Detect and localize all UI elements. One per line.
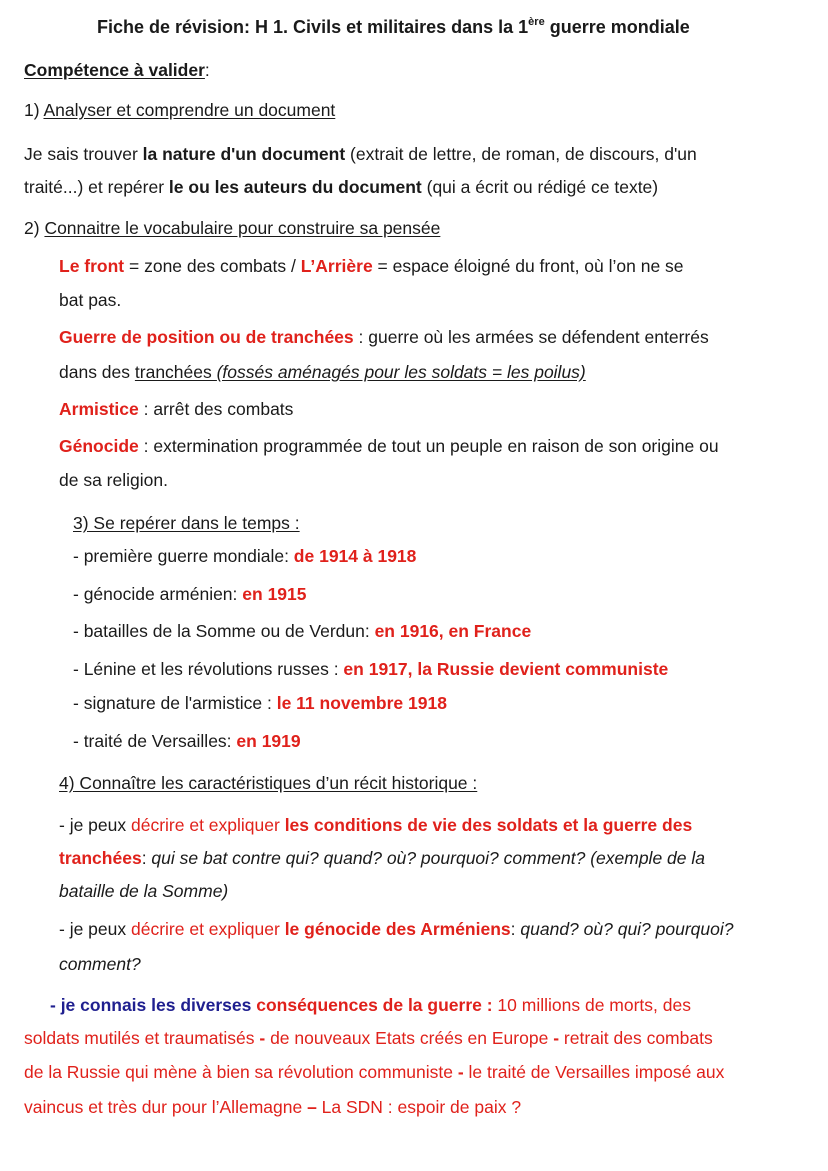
section-1-heading: 1) Analyser et comprendre un document [24, 100, 336, 120]
timeline-item: - signature de l'armistice : le 11 novembre 1918 [73, 693, 447, 713]
vocab-genocide: Génocide : extermination programmée de tout un peuple en raison de son origine ou [59, 436, 719, 456]
vocab-guerre: Guerre de position ou de tranchées : guerre où les armées se défendent enterrés [59, 327, 709, 347]
timeline-item: - batailles de la Somme ou de Verdun: en 1916, en France [73, 621, 532, 641]
title-superscript: ère [528, 16, 545, 28]
consequences-line-4: vaincus et très dur pour l’Allemagne – La SDN : espoir de paix ? [24, 1097, 522, 1117]
timeline-item: - Lénine et les révolutions russes : en 1917, la Russie devient communiste [73, 659, 669, 679]
recit-line-2: tranchées: qui se bat contre qui? quand? où? pourquoi? comment? (exemple de la [59, 848, 705, 868]
section-1-line-2: traité...) et repérer le ou les auteurs du document (qui a écrit ou rédigé ce texte) [24, 177, 659, 197]
timeline-item: - traité de Versailles: en 1919 [73, 731, 301, 751]
competence-heading: Compétence à valider: [24, 60, 210, 80]
page-title: Fiche de révision: H 1. Civils et militaires dans la 1ère guerre mondiale [97, 16, 690, 37]
consequences-line-2: soldats mutilés et traumatisés - de nouveaux Etats créés en Europe - retrait des combats [24, 1028, 713, 1048]
vocab-genocide-cont: de sa religion. [59, 470, 168, 490]
section-4-heading: 4) Connaître les caractéristiques d’un récit historique : [59, 773, 478, 793]
timeline-item: - première guerre mondiale: de 1914 à 1918 [73, 546, 417, 566]
section-1-line-1: Je sais trouver la nature d'un document (extrait de lettre, de roman, de discours, d'un [24, 144, 697, 164]
recit-line-5: comment? [59, 954, 141, 974]
recit-line-3: bataille de la Somme) [59, 881, 229, 901]
vocab-guerre-cont: dans des tranchées (fossés aménagés pour les soldats = les poilus) [59, 362, 586, 382]
recit-line-1: - je peux décrire et expliquer les conditions de vie des soldats et la guerre des [59, 815, 693, 835]
vocab-front: Le front = zone des combats / L’Arrière = espace éloigné du front, où l’on ne se [59, 256, 684, 276]
section-2-heading: 2) Connaitre le vocabulaire pour construire sa pensée [24, 218, 441, 238]
recit-line-4: - je peux décrire et expliquer le génocide des Arméniens: quand? où? qui? pourquoi? [59, 919, 734, 939]
section-3-heading: 3) Se repérer dans le temps : [73, 513, 300, 533]
timeline-item: - génocide arménien: en 1915 [73, 584, 307, 604]
consequences-line-3: de la Russie qui mène à bien sa révolution communiste - le traité de Versailles imposé aux [24, 1062, 725, 1082]
vocab-armistice: Armistice : arrêt des combats [59, 399, 294, 419]
vocab-arriere-cont: bat pas. [59, 290, 122, 310]
consequences-line-1: - je connais les diverses conséquences de la guerre : 10 millions de morts, des [50, 995, 691, 1015]
